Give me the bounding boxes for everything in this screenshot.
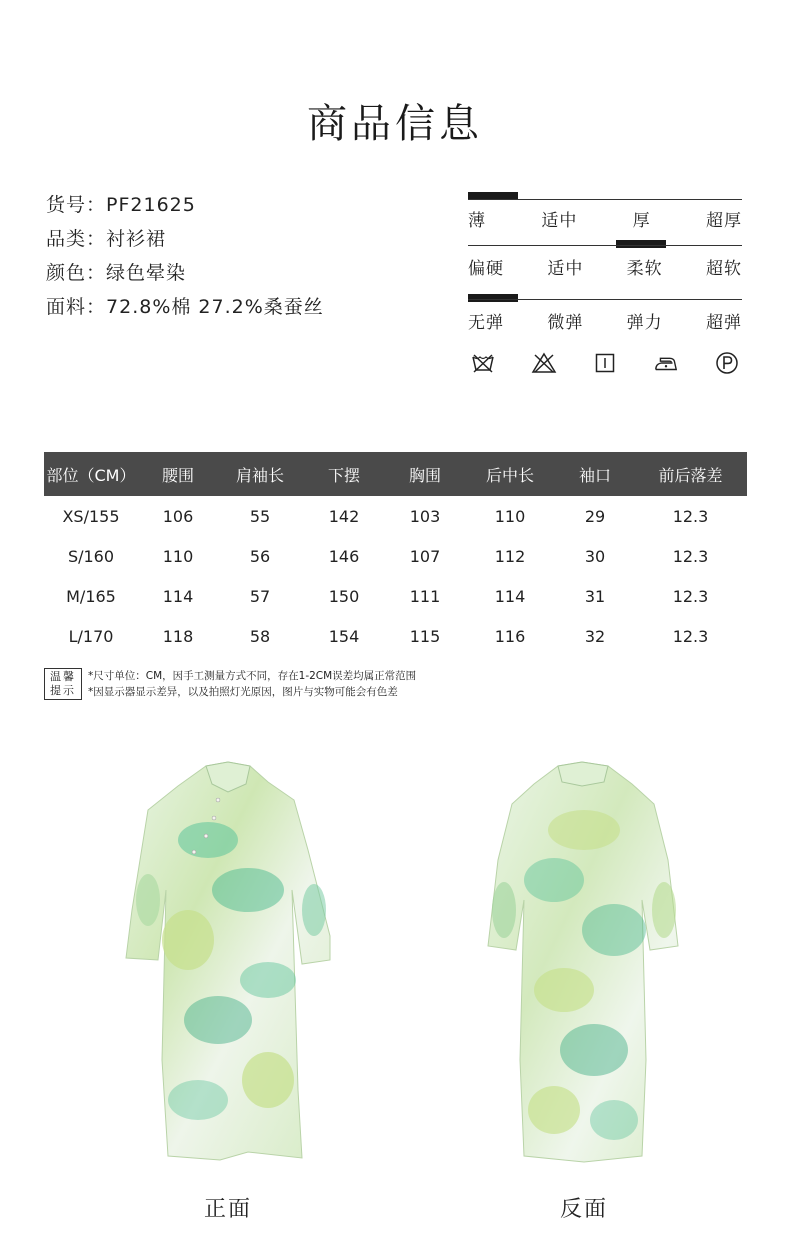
table-cell: 12.3 bbox=[672, 506, 709, 526]
table-cell: 32 bbox=[584, 626, 606, 646]
tips-line: *尺寸单位：CM，因手工测量方式不同，存在1-2CM误差均属正常范围 bbox=[88, 670, 417, 682]
thickness-scale bbox=[468, 192, 742, 232]
scale-label: 超厚 bbox=[705, 211, 742, 231]
table-cell: 146 bbox=[328, 546, 360, 566]
caption-front: 正面 bbox=[203, 1197, 252, 1222]
scale-label: 适中 bbox=[547, 259, 584, 279]
column-header: 胸围 bbox=[386, 452, 464, 496]
table-cell: 58 bbox=[249, 626, 271, 646]
table-row bbox=[44, 496, 747, 536]
care-icons bbox=[470, 350, 740, 376]
table-cell: 142 bbox=[328, 506, 360, 526]
table-cell: 154 bbox=[328, 626, 360, 646]
table-cell: 110 bbox=[494, 506, 526, 526]
column-header: 部位（CM） bbox=[44, 452, 138, 496]
info-value: 绿色晕染 bbox=[106, 262, 187, 284]
scale-label: 超软 bbox=[705, 259, 742, 279]
scale-labels bbox=[468, 206, 742, 231]
info-row-sku bbox=[46, 188, 324, 222]
info-key: 货号： bbox=[46, 194, 107, 216]
dress-front-photo bbox=[118, 760, 338, 1170]
table-cell: 30 bbox=[584, 546, 606, 566]
column-header: 肩袖长 bbox=[218, 452, 302, 496]
table-cell: 111 bbox=[409, 586, 441, 606]
dress-back-photo bbox=[474, 760, 694, 1170]
table-cell: 55 bbox=[249, 506, 271, 526]
info-value: 72.8%棉 27.2%桑蚕丝 bbox=[106, 296, 324, 318]
table-row bbox=[44, 536, 747, 576]
no-bleach-icon bbox=[531, 350, 557, 376]
table-cell: 106 bbox=[162, 506, 194, 526]
info-row-color bbox=[46, 256, 324, 290]
table-cell: 116 bbox=[494, 626, 526, 646]
table-cell: M/165 bbox=[66, 586, 116, 606]
table-row bbox=[44, 616, 747, 656]
table-cell: 114 bbox=[162, 586, 194, 606]
scale-line bbox=[468, 199, 742, 200]
scale-label: 超弹 bbox=[705, 313, 742, 333]
no-wash-icon bbox=[470, 350, 496, 376]
tips-line: *因显示器显示差异，以及拍照灯光原因，图片与实物可能会有色差 bbox=[88, 686, 398, 698]
info-row-fabric bbox=[46, 290, 324, 324]
scale-labels bbox=[468, 308, 742, 333]
info-value: 衬衫裙 bbox=[106, 228, 167, 250]
table-cell: 107 bbox=[409, 546, 441, 566]
iron-icon bbox=[653, 350, 679, 376]
table-header-row bbox=[44, 452, 747, 496]
table-cell: XS/155 bbox=[62, 506, 120, 526]
scale-label: 弹力 bbox=[626, 313, 663, 333]
professional-clean-p-icon bbox=[714, 350, 740, 376]
hang-dry-icon bbox=[592, 350, 618, 376]
softness-scale bbox=[468, 240, 742, 280]
info-key: 颜色： bbox=[46, 262, 107, 284]
column-header: 下摆 bbox=[302, 452, 386, 496]
info-key: 品类： bbox=[46, 228, 107, 250]
tips-notes bbox=[44, 668, 416, 700]
table-row bbox=[44, 576, 747, 616]
scale-label: 微弹 bbox=[547, 313, 584, 333]
tips-badge-top: 温馨 bbox=[50, 670, 76, 683]
table-cell: 114 bbox=[494, 586, 526, 606]
scale-label: 柔软 bbox=[626, 259, 663, 279]
table-cell: 12.3 bbox=[672, 626, 709, 646]
info-value: PF21625 bbox=[106, 194, 196, 216]
table-cell: 150 bbox=[328, 586, 360, 606]
page-title: 商品信息 bbox=[307, 101, 483, 147]
info-key: 面料： bbox=[46, 296, 107, 318]
scale-label: 适中 bbox=[541, 211, 578, 231]
table-cell: 29 bbox=[584, 506, 606, 526]
scale-selected-marker bbox=[616, 240, 666, 248]
column-header: 袖口 bbox=[556, 452, 634, 496]
tips-badge-bottom: 提示 bbox=[50, 684, 76, 697]
tips-text bbox=[88, 668, 416, 700]
scale-selected-marker bbox=[468, 294, 518, 302]
table-cell: 57 bbox=[249, 586, 271, 606]
table-cell: 12.3 bbox=[672, 546, 709, 566]
elasticity-scale bbox=[468, 294, 742, 334]
table-cell: 103 bbox=[409, 506, 441, 526]
product-info bbox=[46, 188, 324, 324]
scale-label: 无弹 bbox=[468, 313, 504, 333]
column-header: 前后落差 bbox=[634, 452, 747, 496]
scale-labels bbox=[468, 254, 742, 279]
column-header: 后中长 bbox=[464, 452, 556, 496]
table-cell: 115 bbox=[409, 626, 441, 646]
column-header: 腰围 bbox=[138, 452, 218, 496]
info-row-category bbox=[46, 222, 324, 256]
tips-badge bbox=[44, 668, 82, 700]
table-cell: S/160 bbox=[67, 546, 115, 566]
table-cell: 112 bbox=[494, 546, 526, 566]
table-cell: 12.3 bbox=[672, 586, 709, 606]
caption-back: 反面 bbox=[559, 1197, 608, 1222]
scale-line bbox=[468, 245, 742, 246]
table-cell: L/170 bbox=[68, 626, 114, 646]
size-table bbox=[44, 452, 747, 656]
table-cell: 31 bbox=[584, 586, 606, 606]
table-cell: 110 bbox=[162, 546, 194, 566]
scale-label: 薄 bbox=[468, 211, 486, 231]
table-cell: 118 bbox=[162, 626, 194, 646]
scale-label: 偏硬 bbox=[468, 259, 504, 279]
scale-label: 厚 bbox=[632, 211, 651, 231]
scale-line bbox=[468, 299, 742, 300]
table-cell: 56 bbox=[249, 546, 271, 566]
